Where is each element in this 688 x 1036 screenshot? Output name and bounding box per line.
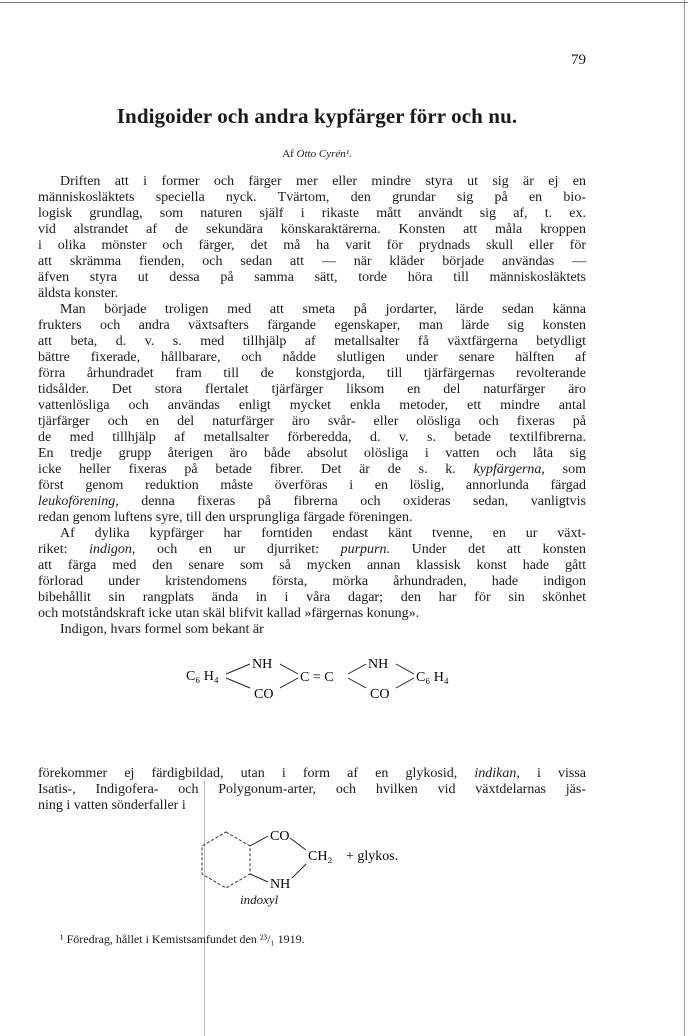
p1-line: logisk grundlag, som naturen själf i rikaste mått användt sig af, t. ex. [38, 206, 586, 221]
formula-bond [280, 664, 298, 674]
p2-line [38, 462, 586, 478]
formula-center: C = C [300, 670, 334, 685]
p3-text: riket: [38, 542, 90, 557]
p2-line [38, 494, 586, 510]
p2-text: som [544, 462, 586, 477]
p1-line: att skrämma fienden, och sedan att — när kläder började användas — [38, 254, 586, 269]
p1-line: Driften att i former och färger mer eller mindre styra ut sig är ej en [60, 174, 586, 189]
formula-nh-left: NH [252, 657, 273, 672]
formula-bond [348, 664, 366, 674]
structure-bond [250, 874, 268, 882]
p2-line: redan genom luftens syre, till den ursprungliga färgade föreningen. [38, 510, 413, 525]
p4-line: Isatis-, Indigofera- och Polygonum-arter, och hvilken vid växtdelarnas jäs- [38, 782, 586, 797]
formula-nh-right: NH [368, 657, 389, 672]
page-number: 79 [571, 52, 586, 68]
p3-line: förlorad under kristendomens första, mörka århundraden, hade indigon [38, 574, 586, 589]
structure-ch2: CH₂ [308, 849, 333, 864]
structure-plus-glykos: + glykos. [346, 849, 399, 864]
structure-nh: NH [270, 877, 291, 892]
term-leukoforening: leukoförening, [38, 494, 119, 509]
p1-line: i olika mönster och färger, det må ha varit för prydnads skull eller för [38, 238, 586, 253]
term-purpurn: purpurn. [340, 542, 390, 557]
term-indikan: indikan, [474, 766, 520, 781]
p2-text: icke heller fixeras på betade fibrer. Det är de s. k. [38, 462, 474, 477]
p3-text: Under det att konsten [389, 542, 586, 557]
p2-line: Man började troligen med att smeta på jordarter, lärde sedan känna [60, 302, 586, 317]
term-indigon: indigon, [89, 542, 136, 557]
p3-text: och en ur djurriket: [135, 542, 341, 557]
structure-svg [0, 820, 688, 920]
p4-text: förekommer ej färdigbildad, utan i form af en glykosid, [38, 766, 475, 781]
formula-bond [348, 678, 366, 688]
p2-line: förra århundradet fram till de konstgjorda, till tjärfärgernas revolterande [38, 366, 586, 381]
p2-text: denna fixeras på fibrerna och oxideras sedan, vanligtvis [118, 494, 586, 509]
formula-co-left: CO [254, 687, 274, 702]
structure-co: CO [270, 829, 290, 844]
formula-co-right: CO [370, 687, 390, 702]
p1-line: vid alstrandet af de sekundära könskaraktärerna. Konsten att måla kroppen [38, 222, 586, 237]
p2-line: tidsålder. Det stora flertalet tjärfärger liksom en del naturfärger äro [38, 382, 586, 397]
p4-intro: Indigon, hvars formel som bekant är [60, 622, 264, 637]
formula-bond [280, 678, 298, 688]
byline-author: Otto Cyrén¹. [296, 148, 352, 160]
p3-line: bibehållit sin rangplats ända in i våra dagar; den har för sin skönhet [38, 590, 586, 605]
structure-bond [250, 836, 268, 846]
formula-bond [396, 664, 414, 674]
p2-line: vattenlösliga och användas enligt mycket enkla metoder, ett mindre antal [38, 398, 586, 413]
p2-line: En tredje grupp återigen äro både absolut olösliga i vatten och låta sig [38, 446, 586, 461]
p2-line: bättre fixerade, hållbarare, och nådde slutligen under senare hälften af [38, 350, 586, 365]
p1-line: äfven styra ut dessa på samma sätt, torde höra till människosläktets [38, 270, 586, 285]
benzene-ring [202, 832, 250, 888]
formula-right-group: C₆ H₄ [416, 670, 449, 685]
p4-line [38, 766, 586, 782]
p3-line: och motståndskraft icke utan skäl blifvit kallad »färgernas konung». [38, 606, 420, 621]
p4-text: i vissa [519, 766, 586, 781]
byline-prefix: Af [282, 148, 294, 160]
formula-svg [0, 646, 688, 706]
structure-bond [290, 838, 306, 850]
p1-line: äldsta konster. [38, 286, 119, 301]
footnote: ¹ Föredrag, hållet i Kemistsamfundet den ²³/₁ 1919. [60, 932, 305, 946]
p1-line: människosläktets speciella nyck. Tvärtom, den grundar sig på en bio- [38, 190, 586, 205]
p2-line: att beta, d. v. s. med tillhjälp af metallsalter få växtfärgerna betydligt [38, 334, 586, 349]
formula-left-group: C₆ H₄ [186, 669, 219, 684]
p2-line: de med tillhjälp af metallsalter förberedda, d. v. s. betade textilfibrerna. [38, 430, 586, 445]
p3-line: att färga med den senare som så mycken annan klassisk konst hade gått [38, 558, 586, 573]
formula-bond [396, 678, 414, 688]
structure-bond [292, 864, 306, 878]
top-border [0, 2, 688, 3]
p3-line [38, 542, 586, 558]
formula-bond [226, 678, 250, 688]
p4-line: ning i vatten sönderfaller i [38, 798, 186, 813]
p2-line: frukters och andra växtsafters färgande egenskaper, man lärde sig konsten [38, 318, 586, 333]
p3-line: Af dylika kypfärger har forntiden endast känt tvenne, en ur växt- [60, 526, 586, 541]
byline [0, 148, 634, 160]
term-kypfargerna: kypfärgerna, [473, 462, 545, 477]
formula-bond [226, 664, 250, 674]
p2-line: tjärfärger och en del naturfärger äro svår- eller olösliga och fixeras på [38, 414, 586, 429]
indoxyl-label: indoxyl [240, 892, 279, 907]
indigo-formula [0, 646, 688, 702]
p2-line: först genom reduktion måste överföras i en löslig, annorlunda färgad [38, 478, 586, 493]
indoxyl-structure [0, 820, 688, 920]
article-title: Indigoider och andra kypfärger förr och nu. [116, 104, 518, 128]
